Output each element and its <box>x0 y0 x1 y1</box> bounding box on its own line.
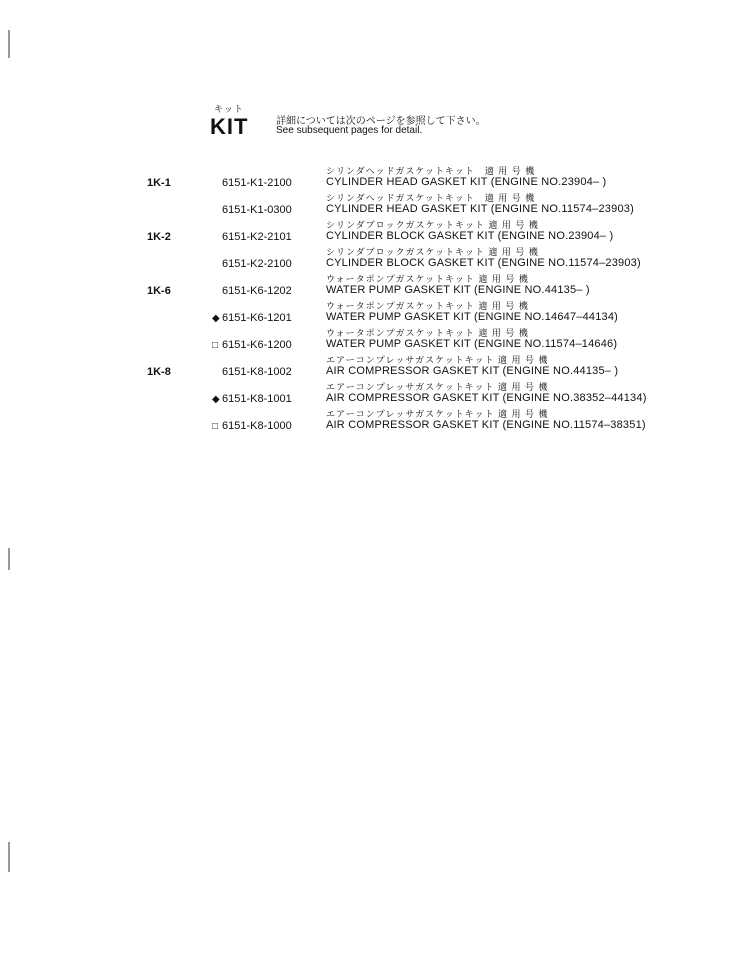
japanese-description: シリンダブロックガスケットキット 適 用 号 機 <box>326 247 539 257</box>
japanese-description: エアーコンプレッサガスケットキット 適 用 号 機 <box>326 355 549 365</box>
part-number-text: 6151-K2-2101 <box>222 231 292 243</box>
ref-number: 1K-8 <box>147 366 171 378</box>
part-number <box>212 366 292 378</box>
interchange-mark: ◆ <box>212 394 220 405</box>
description: AIR COMPRESSOR GASKET KIT (ENGINE NO.11574–38351) <box>326 419 646 431</box>
description: AIR COMPRESSOR GASKET KIT (ENGINE NO.44135– ) <box>326 365 619 377</box>
part-number-text: 6151-K8-1002 <box>222 366 292 378</box>
part-number <box>212 177 292 189</box>
part-number-text: 6151-K6-1200 <box>222 339 292 351</box>
interchange-mark: □ <box>212 340 219 351</box>
part-number-text: 6151-K6-1202 <box>222 285 292 297</box>
japanese-description: ウォータポンプガスケットキット 適 用 号 機 <box>326 328 529 338</box>
note-japanese: 詳細については次のページを参照して下さい。 <box>276 116 486 127</box>
part-number <box>212 258 292 270</box>
description: CYLINDER BLOCK GASKET KIT (ENGINE NO.23904– ) <box>326 230 614 242</box>
list-item <box>0 164 730 192</box>
list-item <box>0 407 730 435</box>
japanese-description: シリンダヘッドガスケットキット 適 用 号 機 <box>326 193 536 203</box>
japanese-description: エアーコンプレッサガスケットキット 適 用 号 機 <box>326 409 549 419</box>
description: CYLINDER HEAD GASKET KIT (ENGINE NO.23904– ) <box>326 176 607 188</box>
japanese-description: エアーコンプレッサガスケットキット 適 用 号 機 <box>326 382 549 392</box>
description: CYLINDER HEAD GASKET KIT (ENGINE NO.11574–23903) <box>326 203 634 215</box>
description: WATER PUMP GASKET KIT (ENGINE NO.44135– ) <box>326 284 590 296</box>
part-number <box>212 204 292 216</box>
part-number <box>212 231 292 243</box>
part-number <box>212 312 292 324</box>
ref-number: 1K-2 <box>147 231 171 243</box>
japanese-description: ウォータポンプガスケットキット 適 用 号 機 <box>326 274 529 284</box>
part-number-text: 6151-K6-1201 <box>222 312 292 324</box>
title-ruby: キット <box>214 104 244 114</box>
ref-number: 1K-6 <box>147 285 171 297</box>
description: AIR COMPRESSOR GASKET KIT (ENGINE NO.38352–44134) <box>326 392 647 404</box>
scan-margin-mark <box>8 548 10 570</box>
scan-margin-mark <box>8 30 10 58</box>
japanese-description: シリンダヘッドガスケットキット 適 用 号 機 <box>326 166 536 176</box>
list-item <box>0 299 730 327</box>
scan-margin-mark <box>8 842 10 872</box>
part-number <box>212 393 292 405</box>
part-number-text: 6151-K2-2100 <box>222 258 292 270</box>
interchange-mark: □ <box>212 421 219 432</box>
ref-number: 1K-1 <box>147 177 171 189</box>
list-item <box>0 272 730 300</box>
part-number <box>212 339 292 351</box>
list-item <box>0 191 730 219</box>
list-item <box>0 326 730 354</box>
list-item <box>0 218 730 246</box>
part-number <box>212 420 292 432</box>
description: WATER PUMP GASKET KIT (ENGINE NO.14647–44134) <box>326 311 619 323</box>
note-english: See subsequent pages for detail. <box>276 125 423 136</box>
list-item <box>0 245 730 273</box>
part-number-text: 6151-K1-2100 <box>222 177 292 189</box>
part-number <box>212 285 292 297</box>
japanese-description: ウォータポンプガスケットキット 適 用 号 機 <box>326 301 529 311</box>
part-number-text: 6151-K1-0300 <box>222 204 292 216</box>
part-number-text: 6151-K8-1001 <box>222 393 292 405</box>
list-item <box>0 353 730 381</box>
description: CYLINDER BLOCK GASKET KIT (ENGINE NO.11574–23903) <box>326 257 641 269</box>
interchange-mark: ◆ <box>212 313 220 324</box>
japanese-description: シリンダブロックガスケットキット 適 用 号 機 <box>326 220 539 230</box>
page-title: KIT <box>210 114 249 139</box>
description: WATER PUMP GASKET KIT (ENGINE NO.11574–14646) <box>326 338 618 350</box>
part-number-text: 6151-K8-1000 <box>222 420 292 432</box>
list-item <box>0 380 730 408</box>
